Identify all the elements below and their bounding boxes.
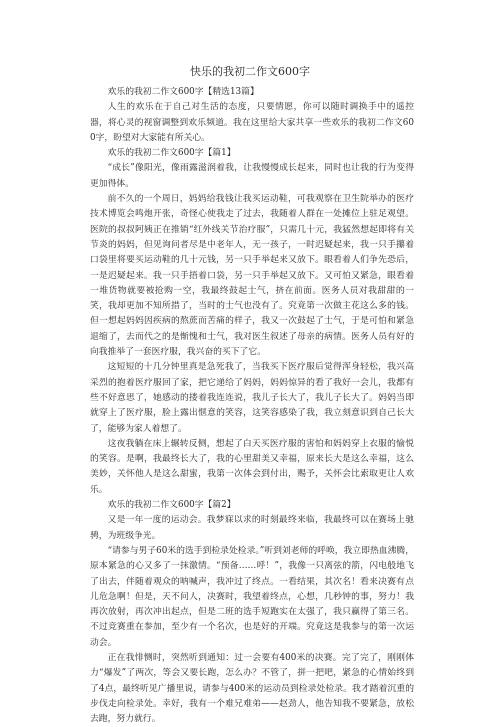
paragraph: 前不久的一个周日，妈妈给我钱让我买运动鞋，可我观察在卫生院举办的医疗技术博览会鸣炮开张，奇怪心使我走了过去，我随着人群在一处摊位上驻足观望。医院的叔叔阿姨正在推销“红外线关节治疗服”，只需几十元，我猛然想起即将有关节炎的妈妈，但见询问者尽是中老年人，无一孩子，一时迟疑起来，我一只手攥着口袋里将要买运动鞋的几十元钱，另一只手举起来又放下。眼看着人们争先恐后，一是迟疑起来。我一只手捂着口袋，另一只手举起又放下。又可怕又紧急，眼看着一堆货物就要被抢购一空，我最终鼓起士气，挤在前面。医务人员对我甜甜的一笑，我却更加不知所措了，当时的士气也没有了。究竟第一次做主花这么多的钱。但一想起妈妈因疾病的熬蔗而苦痛的样子，我又一次鼓起了士气，于是可怕和紧急退缩了，去而代之的是惭愧和士气，我对医生叙述了母亲的病情。医务人员有好的向我推举了一套医疗服，我兴奋的买下了它。: [90, 194, 414, 358]
paragraph: “请参与男子60米的选手到检录处检录。”听到刘老师的呼唤，我立即热血沸腾，原本紧急的心又多了一抹激情。“预备……呼！”，我像一只离弦的箭，闪电般地飞了出去，伴随着观众的呐喊声，我冲过了终点。一看结果，其次名！看来决赛有点儿危急啊！但是，天不问人，决赛时，我望着终点，心想，几秒钟的事，努力！我再次放射，再次冲出起点，但是二班的选手短跑实在太强了，我只赢得了第三名。不过竞赛重在参加，至少有一个名次，也是好的开端。究竟这是我参与的第一次运动会。: [90, 545, 414, 648]
section-heading: 欢乐的我初二作文600字【篇1】: [107, 148, 236, 159]
section-heading: 欢乐的我初二作文600字【篇2】: [107, 500, 236, 511]
paragraph: 这短短的十几分钟里真是急死我了，当我买下医疗服后觉得浑身轻松，我兴高采烈的抱着医疗服回了家，把它递给了妈妈，妈妈惊异的看了我好一会儿，我都有些不好意思了，她感动的搂着我连连说，我儿子长大了，我儿子长大了。妈妈当即就穿上了医疗服，脸上露出惬意的笑容，这笑容感染了我，我立刻意识到自己长大了，能够为家人着想了。: [90, 362, 414, 434]
section-heading: 欢乐的我初二作文600字【精选13篇】: [107, 87, 259, 97]
paragraph: 这夜我躺在床上辗转反侧，想起了白天买医疗服的害怕和妈妈穿上衣服的愉悦的笑容。是啊，我最终长大了，我的心里甜美又幸福，原来长大是这么幸福，这么美妙，关怀他人是这么甜蜜，我第一次体会到付出，赐予，关怀会比索取更让人欢乐。: [90, 438, 414, 495]
article-body: [90, 85, 414, 727]
paragraph: “成长”像阳光，像雨露滋润着我，让我慢慢成长起来，同时也让我的行为变得更加得体。: [90, 163, 414, 189]
paragraph: 又是一年一度的运动会。我梦寐以求的时刻最终来临，我最终可以在赛场上驰骋，为班级争光。: [90, 515, 414, 541]
paragraph: 正在我悱恻时，突然听到通知：过一会要有400米的决赛。完了完了，刚刚体力“爆发”了两次，等会又要长跑，怎么办？不管了，拼一把吧，紧急的心情始终到了4点，最终听见广播里说，请参与400米的运动员到检录处检录。我才踏着沉重的步伐走向检录处。幸好，我有一个难兄难弟——赵劲人，他告知我不要紧急，放松去跑，努力就行。: [90, 652, 414, 725]
paragraph: 人生的欢乐在于自己对生活的态度，只要情愿，你可以随时调换手中的遥控器，将心灵的视窗调整到欢乐频道。我在这里给大家共享一些欢乐的我初二作文600字，盼望对大家能有所关心。: [90, 102, 414, 143]
page-title: 快乐的我初二作文600字: [190, 65, 310, 78]
